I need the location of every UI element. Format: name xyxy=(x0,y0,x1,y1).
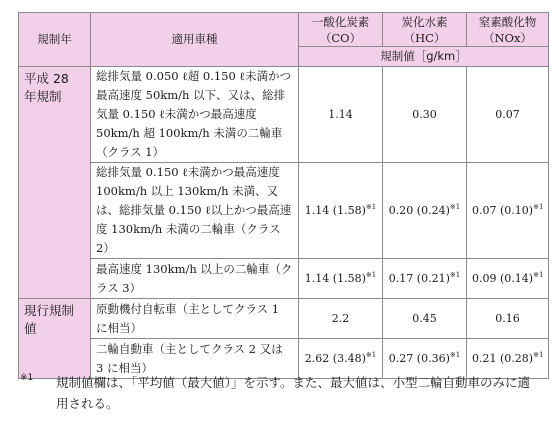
vehicle-condition: 原動機付自転車（主としてクラス 1 に相当） xyxy=(91,299,299,339)
footnote-ref: ※1 xyxy=(533,271,544,279)
header-nox xyxy=(467,13,549,47)
hc-value: 0.20 $(0.24)^{※1}$ xyxy=(383,163,467,259)
hc-value: 0.45 xyxy=(383,299,467,339)
header-hc-label: 炭化水素 xyxy=(401,14,448,29)
regulation-year-current: 現行規制値 xyxy=(19,299,91,379)
co-value: 1.14 $(1.58)^{※1}$ xyxy=(299,259,383,299)
emission-regulation-table xyxy=(18,12,549,379)
regulation-year-h28: 平成 28 年規制 xyxy=(19,67,91,299)
header-hc xyxy=(383,13,467,47)
header-co-label: 一酸化炭素 xyxy=(311,14,370,29)
hc-value: 0.30 xyxy=(383,67,467,163)
co-value: 2.62 $(3.48)^{※1}$ xyxy=(299,339,383,379)
header-nox-label: 窒素酸化物 xyxy=(478,14,537,29)
vehicle-condition: 二輪自動車（主としてクラス 2 又は 3 に相当） xyxy=(91,339,299,379)
footnote-text: 規制値欄は、「平均値（最大値）」を示す。また、最大値は、小型二輪自動車のみに適用される。 xyxy=(56,375,531,411)
nox-value: 0.07 $(0.10)^{※1}$ xyxy=(467,163,549,259)
header-vehicle-type: 適用車種 xyxy=(91,13,299,67)
footnote-ref: ※1 xyxy=(449,271,461,279)
footnote-ref: ※1 xyxy=(365,271,377,279)
header-hc-sub: （HC） xyxy=(403,30,446,45)
vehicle-condition: 総排気量 0.150 ℓ未満かつ最高速度 100km/h 以上 130km/h 未満、又は、総排気量 0.150 ℓ以上かつ最高速度 130km/h 未満の二輪車（クラス 2） xyxy=(91,163,299,259)
co-value: 1.14 xyxy=(299,67,383,163)
table-row xyxy=(19,259,549,299)
header-co-sub: （CO） xyxy=(319,30,362,45)
header-year: 規制年 xyxy=(19,13,91,67)
footnote xyxy=(20,372,540,414)
footnote-ref: ※1 xyxy=(533,203,544,211)
hc-value: 0.27 $(0.36)^{※1}$ xyxy=(383,339,467,379)
footnote-mark: ※1 xyxy=(20,373,34,383)
footnote-ref: ※1 xyxy=(449,203,461,211)
table-row xyxy=(19,299,549,339)
footnote-ref: ※1 xyxy=(365,351,377,359)
nox-value: 0.21 $(0.28)^{※1}$ xyxy=(467,339,549,379)
nox-value: 0.07 xyxy=(467,67,549,163)
vehicle-condition: 総排気量 0.050 ℓ超 0.150 ℓ未満かつ最高速度 50km/h 以下、又は、総排気量 0.150 ℓ未満かつ最高速度 50km/h 超 100km/h 未満の二輪車（クラス 1） xyxy=(91,67,299,163)
regulation-table-container xyxy=(18,12,548,379)
nox-value: 0.09 $(0.14)^{※1}$ xyxy=(467,259,549,299)
co-value: 1.14 $(1.58)^{※1}$ xyxy=(299,163,383,259)
co-value: 2.2 xyxy=(299,299,383,339)
footnote-ref: ※1 xyxy=(365,203,377,211)
header-nox-sub: （NOx） xyxy=(483,30,532,45)
table-row xyxy=(19,67,549,163)
hc-value: 0.17 $(0.21)^{※1}$ xyxy=(383,259,467,299)
header-co xyxy=(299,13,383,47)
header-row xyxy=(19,13,549,47)
header-unit: 規制値［g/km］ xyxy=(299,47,549,67)
footnote-ref: ※1 xyxy=(449,351,461,359)
vehicle-condition: 最高速度 130km/h 以上の二輪車（クラス 3） xyxy=(91,259,299,299)
table-row xyxy=(19,163,549,259)
footnote-ref: ※1 xyxy=(533,351,544,359)
nox-value: 0.16 xyxy=(467,299,549,339)
